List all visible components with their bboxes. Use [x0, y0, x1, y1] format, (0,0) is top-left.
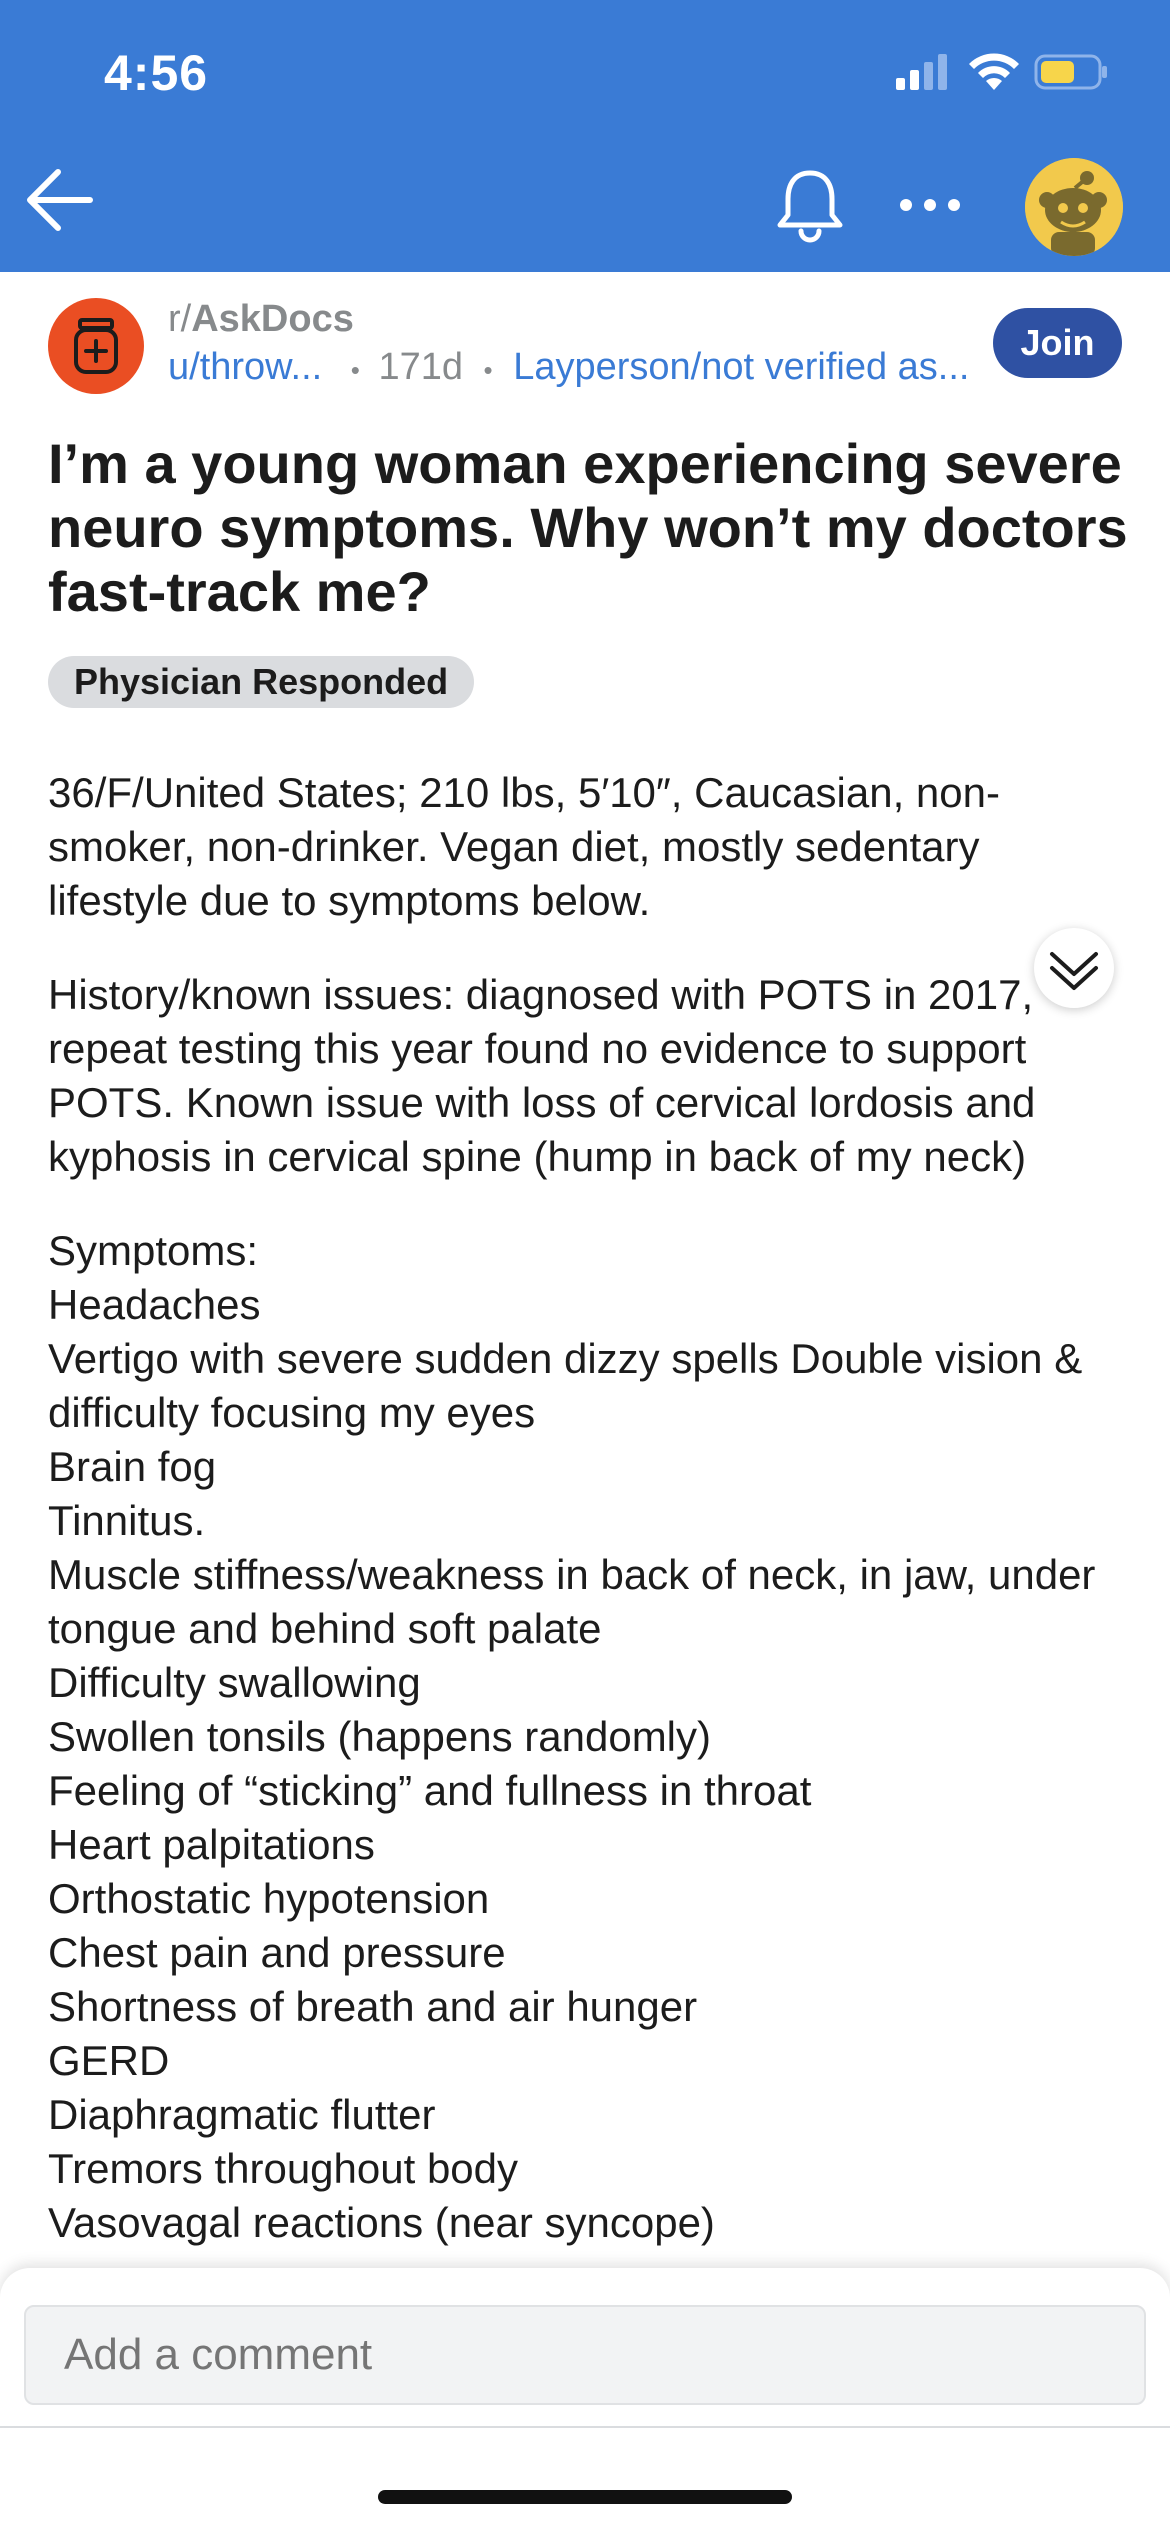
meta-separator: •: [483, 355, 493, 385]
status-icons: [894, 52, 1114, 98]
symptom-item: Vertigo with severe sudden dizzy spells Double vision & difficulty focusing my eyes: [48, 1335, 1083, 1436]
symptom-item: Feeling of “sticking” and fullness in throat: [48, 1767, 812, 1814]
bell-icon: [770, 165, 850, 245]
join-button[interactable]: Join: [993, 308, 1122, 378]
symptom-item: GERD: [48, 2037, 170, 2084]
status-time: 4:56: [104, 45, 209, 101]
medicine-bottle-icon: [48, 298, 144, 394]
symptom-item: Vasovagal reactions (near syncope): [48, 2199, 715, 2246]
post-paragraph: History/known issues: diagnosed with POTS in 2017, repeat testing this year found no evidence to support POTS. Known issue with loss of cervical lordosis and kyphosis in cervical spine (hump in back of my neck): [48, 971, 1036, 1180]
symptoms-heading: Symptoms:: [48, 1227, 259, 1274]
notifications-button[interactable]: [770, 165, 850, 245]
post-flair-badge[interactable]: Physician Responded: [48, 656, 474, 708]
more-dots-icon: [890, 180, 970, 230]
symptom-item: Difficulty swallowing: [48, 1659, 421, 1706]
meta-separator: •: [350, 355, 360, 385]
back-button[interactable]: [20, 160, 100, 240]
post-age: 171d: [378, 346, 463, 388]
author-link[interactable]: u/throw...: [168, 346, 323, 388]
subreddit-icon[interactable]: [48, 298, 144, 394]
symptom-item: Swollen tonsils (happens randomly): [48, 1713, 711, 1760]
double-chevron-down-icon: [1034, 928, 1114, 1008]
post-paragraph: 36/F/United States; 210 lbs, 5′10″, Caucasian, non-smoker, non-drinker. Vegan diet, mostly sedentary lifestyle due to symptoms below.: [48, 769, 1000, 924]
symptom-item: Tremors throughout body: [48, 2145, 519, 2192]
subreddit-prefix: r/: [168, 298, 192, 340]
jump-to-comments-button[interactable]: [1034, 928, 1114, 1008]
avatar-icon: [1025, 158, 1123, 256]
symptom-item: Muscle stiffness/weakness in back of neck, in jaw, under tongue and behind soft palate: [48, 1551, 1096, 1652]
symptom-item: Orthostatic hypotension: [48, 1875, 490, 1922]
more-options-button[interactable]: [890, 180, 970, 230]
symptom-item: Chest pain and pressure: [48, 1929, 506, 1976]
wifi-icon: [966, 52, 1022, 92]
comment-input[interactable]: [24, 2305, 1146, 2405]
post-title: I’m a young woman experiencing severe neuro symptoms. Why won’t my doctors fast-track me?: [48, 432, 1128, 623]
symptom-item: Heart palpitations: [48, 1821, 375, 1868]
post-body: [48, 766, 1128, 2250]
battery-icon: [1034, 52, 1110, 92]
symptom-item: Tinnitus.: [48, 1497, 206, 1544]
subreddit-name[interactable]: [168, 298, 354, 341]
home-indicator[interactable]: [378, 2490, 792, 2504]
top-bar: [0, 0, 1170, 272]
symptoms-list: [48, 1224, 1128, 2250]
symptom-item: Shortness of breath and air hunger: [48, 1983, 698, 2030]
post-meta: [168, 346, 988, 394]
user-flair[interactable]: Layperson/not verified as...: [513, 346, 970, 388]
symptom-item: Brain fog: [48, 1443, 217, 1490]
signal-icon: [894, 52, 950, 92]
divider: [0, 2426, 1170, 2428]
subreddit-label: AskDocs: [191, 298, 354, 340]
profile-avatar-button[interactable]: [1025, 158, 1123, 256]
arrow-left-icon: [20, 160, 100, 240]
symptom-item: Diaphragmatic flutter: [48, 2091, 436, 2138]
symptom-item: Headaches: [48, 1281, 261, 1328]
